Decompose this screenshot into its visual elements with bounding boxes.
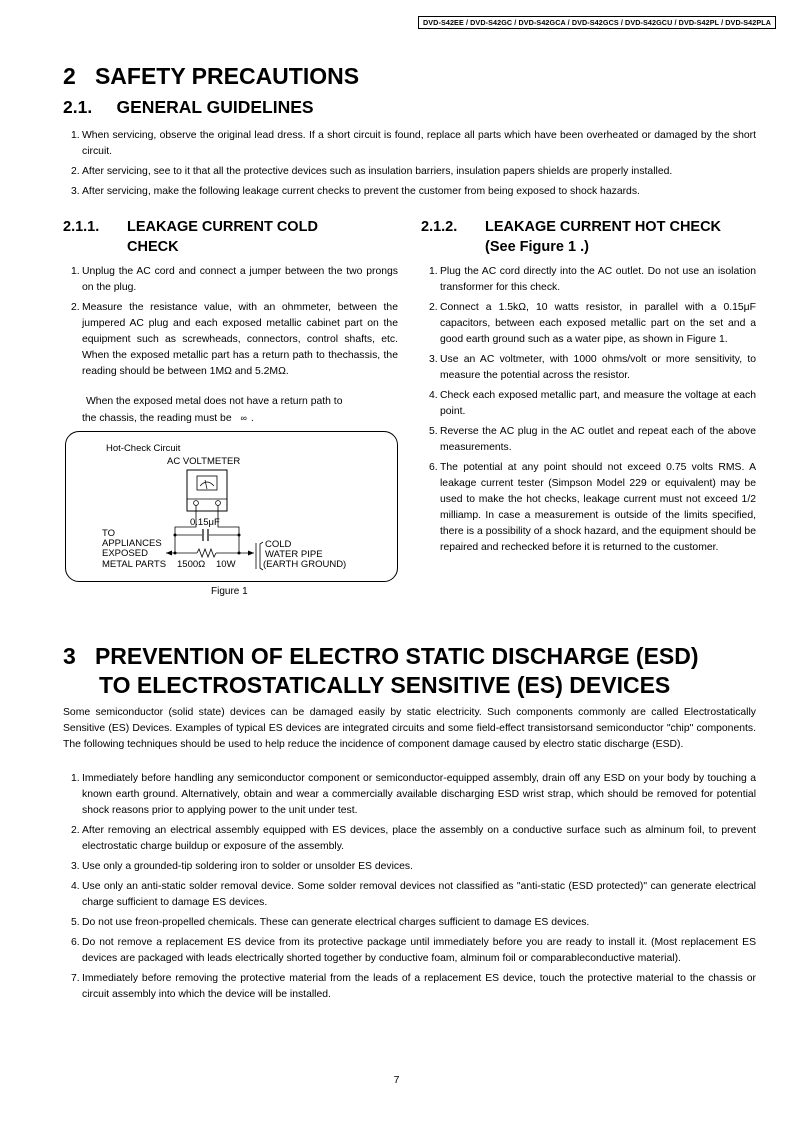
list-item: 3. Use an AC voltmeter, with 1000 ohms/volt or more sensitivity, to measure the potential across the resistor.: [429, 354, 756, 381]
left-arrow: [166, 551, 172, 556]
list-item: 5. Do not use freon-propelled chemicals. These can generate electrical charges sufficient to damage ES devices.: [71, 917, 590, 928]
hot-check-figure: [65, 431, 398, 582]
list-item: 1. Plug the AC cord directly into the AC outlet. Do not use an isolation transformer for this check.: [429, 266, 756, 293]
capacitor-label: 0.15μF: [190, 517, 220, 528]
section-3-title-2: TO ELECTROSTATICALLY SENSITIVE (ES) DEVICES: [99, 672, 671, 698]
cold-check-title-2: CHECK: [127, 239, 179, 255]
right-label-cold: COLD: [265, 539, 292, 550]
list-item: 4. Check each exposed metallic part, and measure the voltage at each point.: [429, 390, 756, 417]
voltmeter-terminal-right: [216, 501, 221, 506]
section-3-line-1: [63, 642, 699, 671]
section-2-title: SAFETY PRECAUTIONS: [94, 63, 360, 89]
list-item: 3. After servicing, make the following leakage current checks to prevent the customer from being exposed to shock hazards.: [71, 186, 640, 197]
left-label-exposed: EXPOSED: [102, 548, 148, 559]
cold-check-number: 2.1.1.: [63, 219, 100, 235]
voltmeter-needle: [200, 482, 214, 486]
cold-check-note: [63, 394, 398, 427]
list-item: 1. Unplug the AC cord and connect a jumper between the two prongs on the plug.: [71, 266, 398, 293]
hot-check-title-2: (See Figure 1 .): [485, 239, 589, 255]
list-item: 6. Do not remove a replacement ES device from its protective package until immediately before you are ready to install it. (Most replacement ES devices are packaged with leads electrically shorted together by conductive foam, alminum foil or comparableconductive material).: [71, 937, 756, 964]
right-label-water-pipe: WATER PIPE: [265, 549, 323, 560]
list-item: 3. Use only a grounded-tip soldering iron to solder or unsolder ES devices.: [71, 861, 413, 872]
left-label-to: TO: [102, 528, 116, 539]
page-number: 7: [393, 1074, 400, 1086]
section-2-1-number: 2.1.: [63, 97, 93, 117]
left-label-appliances: APPLIANCES: [102, 538, 162, 549]
cold-note-line-2: the chassis, the reading must be ∞ .: [82, 413, 254, 424]
right-arrow: [248, 551, 254, 556]
cold-note-line-1: When the exposed metal does not have a return path to: [86, 396, 343, 407]
list-item: 6. The potential at any point should not exceed 0.75 volts RMS. A leakage current tester (Simpson Model 229 or equivalent) may be used to make the hot checks, leakage current must not exceed 1/2 milliamp. In case a measurement is outside of the limits specified, there is a possibility of a shock hazard, and the equipment should be repaired and rechecked before it is returned to the customer.: [429, 462, 756, 553]
watt-label: 10W: [216, 559, 236, 570]
resistor-zigzag: [197, 549, 216, 557]
figure-title: Hot-Check Circuit: [106, 443, 181, 454]
list-item: 4. Use only an anti-static solder removal device. Some solder removal devices not classified as "anti-static (ESD protected)" can generate electrical charge sufficient to damage ES devices.: [71, 881, 756, 908]
list-item: 2. After servicing, see to it that all the protective devices such as insulation barriers, insulation papers shields are properly installed.: [71, 166, 673, 177]
list-item: 2. Connect a 1.5kΩ, 10 watts resistor, in parallel with a 0.15μF capacitors, between each exposed metallic part on the set and a good earth ground such as a water pipe, as shown in Figure 1.: [429, 302, 756, 345]
hot-check-title-1: LEAKAGE CURRENT HOT CHECK: [485, 219, 722, 235]
list-item: 7. Immediately before removing the protective material from the leads of a replacement ES device, touch the protective material to the chassis or circuit assembly into which the device will be installed.: [71, 973, 756, 1000]
esd-list: [63, 771, 756, 1007]
general-guidelines-list: [63, 128, 756, 204]
cold-check-list: [63, 264, 398, 380]
hot-check-list: [421, 264, 756, 560]
voltmeter-terminal-left: [194, 501, 199, 506]
list-item: 5. Reverse the AC plug in the AC outlet and repeat each of the above measurements.: [429, 426, 756, 453]
section-2-heading: [63, 62, 359, 91]
figure-caption: Figure 1: [211, 586, 248, 597]
hot-check-number: 2.1.2.: [421, 219, 458, 235]
section-2-1-title: GENERAL GUIDELINES: [116, 97, 314, 117]
section-3-title-1: PREVENTION OF ELECTRO STATIC DISCHARGE (ESD): [94, 643, 699, 669]
section-3-number: 3: [63, 643, 76, 669]
list-item: 1. When servicing, observe the original lead dress. If a short circuit is found, replace all parts which have been overheated or damaged by the short circuit.: [71, 130, 756, 157]
list-item: 2. After removing an electrical assembly equipped with ES devices, place the assembly on a conductive surface such as alminum foil, to prevent electrostatic charge buildup or exposure of the assembly.: [71, 825, 756, 852]
resistor-label: 1500Ω: [177, 559, 206, 570]
cold-check-heading: [63, 217, 403, 257]
model-header: DVD-S42EE / DVD-S42GC / DVD-S42GCA / DVD-S42GCS / DVD-S42GCU / DVD-S42PL / DVD-S42PLA: [418, 16, 776, 29]
cold-check-title-1: LEAKAGE CURRENT COLD: [127, 219, 318, 235]
list-item: 2. Measure the resistance value, with an ohmmeter, between the jumpered AC plug and each exposed metallic cabinet part on the equipment such as screwheads, connectors, control shafts, etc. When the exposed metallic part has a return path to thechassis, the reading should be between 1MΩ and 5.2MΩ.: [71, 302, 398, 377]
left-label-metal-parts: METAL PARTS: [102, 559, 167, 570]
section-3-heading: [63, 642, 699, 700]
hot-check-heading: [421, 217, 761, 257]
section-2-number: 2: [63, 63, 76, 89]
right-label-earth-ground: (EARTH GROUND): [263, 559, 347, 570]
list-item: 1. Immediately before handling any semiconductor component or semiconductor-equipped assembly, drain off any ESD on your body by touching a known earth ground. Alternatively, obtain and wear a commercially available discharging ESD wrist strap, which should be removed for potential shock reasons prior to applying power to the unit under test.: [71, 773, 756, 816]
esd-intro: Some semiconductor (solid state) devices can be damaged easily by static electricity. Such components commonly are called Electrostatically Sensitive (ES) Devices. Examples of typical ES devices are integrated circuits and some field-effect transistorsand semiconductor "chip" components. The following techniques should be used to help reduce the incidence of component damage caused by electro static discharge (ESD).: [63, 707, 756, 750]
section-2-1-heading: [63, 97, 314, 118]
voltmeter-label: AC VOLTMETER: [167, 456, 241, 467]
infinity-symbol: ∞: [240, 413, 247, 423]
